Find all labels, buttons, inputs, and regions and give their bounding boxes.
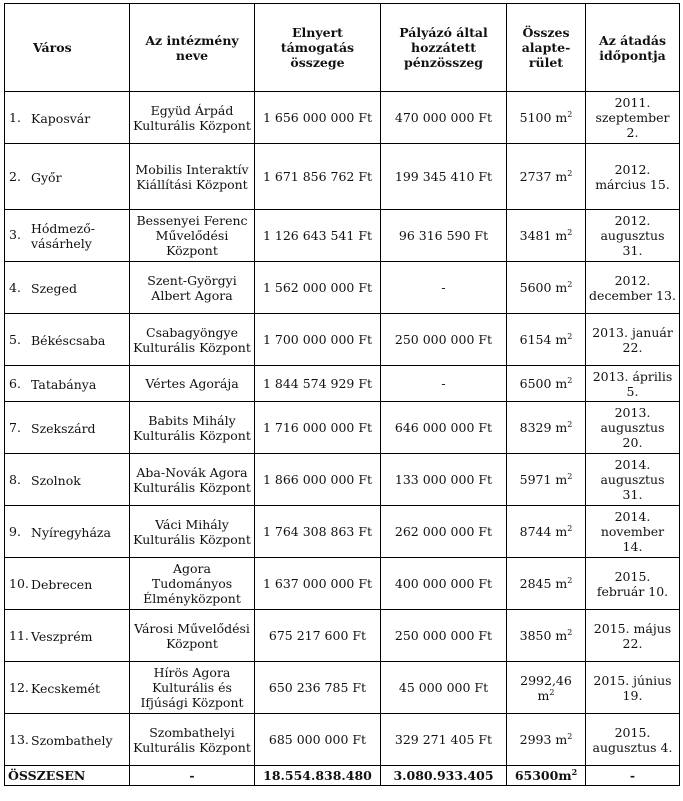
header-city: Város: [5, 4, 130, 92]
table-row: [5, 662, 680, 714]
city-cell: [5, 454, 130, 506]
date-cell: 2013. április 5.: [586, 366, 680, 402]
date-cell: 2014. augusztus 31.: [586, 454, 680, 506]
grant-cell: 1 764 308 863 Ft: [255, 506, 381, 558]
area-cell: [507, 714, 586, 766]
area-cell: [507, 210, 586, 262]
area-value: 6500: [519, 376, 552, 391]
area-value: 2845: [519, 576, 552, 591]
own-contribution-cell: 400 000 000 Ft: [381, 558, 507, 610]
row-number: 10.: [9, 575, 29, 591]
city-cell: [5, 92, 130, 144]
row-number: 3.: [9, 227, 21, 242]
area-unit: m: [555, 110, 568, 125]
table-row: [5, 714, 680, 766]
city-name: Nyíregyháza: [31, 524, 111, 540]
row-number: 5.: [9, 331, 21, 347]
city-cell: [5, 610, 130, 662]
area-unit-sup: 2: [567, 227, 573, 237]
area-unit: m: [555, 524, 568, 539]
area-cell: [507, 92, 586, 144]
row-number: 7.: [9, 419, 21, 435]
area-value: 2993: [519, 732, 552, 747]
city-name: Győr: [31, 169, 62, 185]
row-number: 8.: [9, 471, 21, 487]
institution-cell: Együd Árpád Kulturális Központ: [130, 92, 255, 144]
row-number: 6.: [9, 375, 21, 391]
grant-cell: 1 716 000 000 Ft: [255, 402, 381, 454]
table-header-row: [5, 4, 680, 92]
grant-cell: 1 671 856 762 Ft: [255, 144, 381, 210]
table-body: [5, 92, 680, 766]
city-name: Tatabánya: [31, 376, 97, 392]
institutions-table: [4, 3, 680, 786]
institution-cell: Váci Mihály Kulturális Központ: [130, 506, 255, 558]
row-number: 2.: [9, 168, 21, 184]
own-contribution-cell: 470 000 000 Ft: [381, 92, 507, 144]
total-area-unit: m: [558, 768, 572, 783]
date-cell: 2012. december 13.: [586, 262, 680, 314]
header-grant: Elnyert támogatás összege: [255, 4, 381, 92]
own-contribution-cell: 646 000 000 Ft: [381, 402, 507, 454]
grant-cell: 1 700 000 000 Ft: [255, 314, 381, 366]
area-unit-sup: 2: [567, 279, 573, 289]
area-cell: [507, 454, 586, 506]
city-cell: [5, 662, 130, 714]
city-name: Szombathely: [31, 732, 113, 748]
area-unit: m: [555, 472, 568, 487]
area-cell: [507, 314, 586, 366]
city-name: Szeged: [31, 280, 77, 296]
institution-cell: Aba-Novák Agora Kulturális Központ: [130, 454, 255, 506]
date-cell: 2014. november 14.: [586, 506, 680, 558]
city-name: Szekszárd: [31, 420, 96, 436]
own-contribution-cell: 250 000 000 Ft: [381, 610, 507, 662]
area-unit-sup: 2: [567, 419, 573, 429]
area-cell: [507, 558, 586, 610]
own-contribution-cell: 329 271 405 Ft: [381, 714, 507, 766]
total-grant: 18.554.838.480: [255, 766, 381, 786]
total-own: 3.080.933.405: [381, 766, 507, 786]
area-unit: m: [555, 732, 568, 747]
area-unit-sup: 2: [549, 687, 555, 697]
table-row: [5, 366, 680, 402]
area-value: 8329: [519, 420, 552, 435]
city-cell: [5, 262, 130, 314]
table-row: [5, 144, 680, 210]
total-date: -: [586, 766, 680, 786]
area-unit-sup: 2: [567, 331, 573, 341]
area-unit: m: [555, 376, 568, 391]
area-cell: [507, 402, 586, 454]
table-row: [5, 262, 680, 314]
total-institution: -: [130, 766, 255, 786]
own-contribution-cell: 262 000 000 Ft: [381, 506, 507, 558]
area-value: 6154: [519, 332, 552, 347]
institution-cell: Agora Tudományos Élményközpont: [130, 558, 255, 610]
area-value: 3481: [519, 228, 552, 243]
grant-cell: 1 126 643 541 Ft: [255, 210, 381, 262]
area-unit-sup: 2: [567, 523, 573, 533]
area-unit: m: [537, 687, 550, 703]
own-contribution-cell: -: [381, 366, 507, 402]
area-unit: m: [555, 228, 568, 243]
city-cell: [5, 402, 130, 454]
institution-cell: Szombathelyi Kulturális Központ: [130, 714, 255, 766]
table-row: [5, 210, 680, 262]
area-unit: m: [555, 420, 568, 435]
institution-cell: Csabagyöngye Kulturális Központ: [130, 314, 255, 366]
own-contribution-cell: 96 316 590 Ft: [381, 210, 507, 262]
city-cell: [5, 714, 130, 766]
row-number: 12.: [9, 679, 29, 695]
city-name: Veszprém: [31, 628, 93, 644]
city-name: Békéscsaba: [31, 332, 106, 348]
row-number: 11.: [9, 627, 29, 643]
institution-cell: Bessenyei Ferenc Művelődési Központ: [130, 210, 255, 262]
area-value: 2992,46: [520, 672, 572, 688]
header-area: Összes alapte-rület: [507, 4, 586, 92]
area-value: 5100: [519, 110, 552, 125]
date-cell: 2011. szeptember 2.: [586, 92, 680, 144]
table-row: [5, 610, 680, 662]
row-number: 1.: [9, 109, 21, 125]
table-row: [5, 558, 680, 610]
area-value: 5971: [519, 472, 552, 487]
table-row: [5, 506, 680, 558]
header-institution: Az intézmény neve: [130, 4, 255, 92]
grant-cell: 685 000 000 Ft: [255, 714, 381, 766]
area-unit: m: [555, 280, 568, 295]
date-cell: 2015. február 10.: [586, 558, 680, 610]
grant-cell: 1 656 000 000 Ft: [255, 92, 381, 144]
area-cell: [507, 144, 586, 210]
institution-cell: Hírös Agora Kulturális és Ifjúsági Központ: [130, 662, 255, 714]
area-unit: m: [555, 332, 568, 347]
city-cell: [5, 314, 130, 366]
date-cell: 2013. január 22.: [586, 314, 680, 366]
grant-cell: 1 562 000 000 Ft: [255, 262, 381, 314]
area-unit-sup: 2: [567, 109, 573, 119]
row-number: 4.: [9, 279, 21, 295]
grant-cell: 650 236 785 Ft: [255, 662, 381, 714]
area-unit-sup: 2: [567, 627, 573, 637]
total-area-value: 65300: [514, 768, 559, 783]
institution-cell: Vértes Agorája: [130, 366, 255, 402]
own-contribution-cell: 45 000 000 Ft: [381, 662, 507, 714]
table-row: [5, 402, 680, 454]
institution-cell: Mobilis Interaktív Kiállítási Központ: [130, 144, 255, 210]
area-value: 2737: [519, 169, 552, 184]
city-name: Debrecen: [31, 576, 93, 592]
own-contribution-cell: 133 000 000 Ft: [381, 454, 507, 506]
area-cell: [507, 366, 586, 402]
area-unit-sup: 2: [567, 575, 573, 585]
area-unit-sup: 2: [567, 375, 573, 385]
city-name: Kaposvár: [31, 110, 91, 126]
date-cell: 2012. március 15.: [586, 144, 680, 210]
grant-cell: 1 866 000 000 Ft: [255, 454, 381, 506]
date-cell: 2015. május 22.: [586, 610, 680, 662]
city-cell: [5, 144, 130, 210]
city-cell: [5, 366, 130, 402]
city-cell: [5, 558, 130, 610]
institution-cell: Szent-Györgyi Albert Agora: [130, 262, 255, 314]
area-unit: m: [555, 169, 568, 184]
grant-cell: 675 217 600 Ft: [255, 610, 381, 662]
city-cell: [5, 506, 130, 558]
date-cell: 2013. augusztus 20.: [586, 402, 680, 454]
header-own-contribution: Pályázó által hozzátett pénzösszeg: [381, 4, 507, 92]
area-cell: [507, 506, 586, 558]
area-cell: [507, 262, 586, 314]
header-date: Az átadás időpontja: [586, 4, 680, 92]
area-unit-sup: 2: [567, 731, 573, 741]
area-value: 3850: [519, 628, 552, 643]
institution-cell: Városi Művelődési Központ: [130, 610, 255, 662]
area-unit: m: [555, 628, 568, 643]
own-contribution-cell: 199 345 410 Ft: [381, 144, 507, 210]
area-unit-sup: 2: [567, 168, 573, 178]
institution-cell: Babits Mihály Kulturális Központ: [130, 402, 255, 454]
own-contribution-cell: -: [381, 262, 507, 314]
date-cell: 2015. augusztus 4.: [586, 714, 680, 766]
city-cell: [5, 210, 130, 262]
area-unit-sup: 2: [567, 471, 573, 481]
table-row: [5, 92, 680, 144]
table-row: [5, 314, 680, 366]
area-cell: [507, 662, 586, 714]
city-name: Szolnok: [31, 472, 81, 488]
date-cell: 2012. augusztus 31.: [586, 210, 680, 262]
date-cell: 2015. június 19.: [586, 662, 680, 714]
total-area: [507, 766, 586, 786]
area-value: 5600: [519, 280, 552, 295]
row-number: 9.: [9, 523, 21, 539]
own-contribution-cell: 250 000 000 Ft: [381, 314, 507, 366]
total-label: ÖSSZESEN: [5, 766, 130, 786]
table-row: [5, 454, 680, 506]
row-number: 13.: [9, 731, 29, 747]
total-row: [5, 766, 680, 786]
area-cell: [507, 610, 586, 662]
city-name: Kecskemét: [31, 680, 101, 696]
city-name: Hódmező-vásárhely: [31, 220, 96, 251]
total-area-unit-sup: 2: [571, 766, 578, 777]
grant-cell: 1 844 574 929 Ft: [255, 366, 381, 402]
grant-cell: 1 637 000 000 Ft: [255, 558, 381, 610]
area-value: 8744: [519, 524, 552, 539]
area-unit: m: [555, 576, 568, 591]
